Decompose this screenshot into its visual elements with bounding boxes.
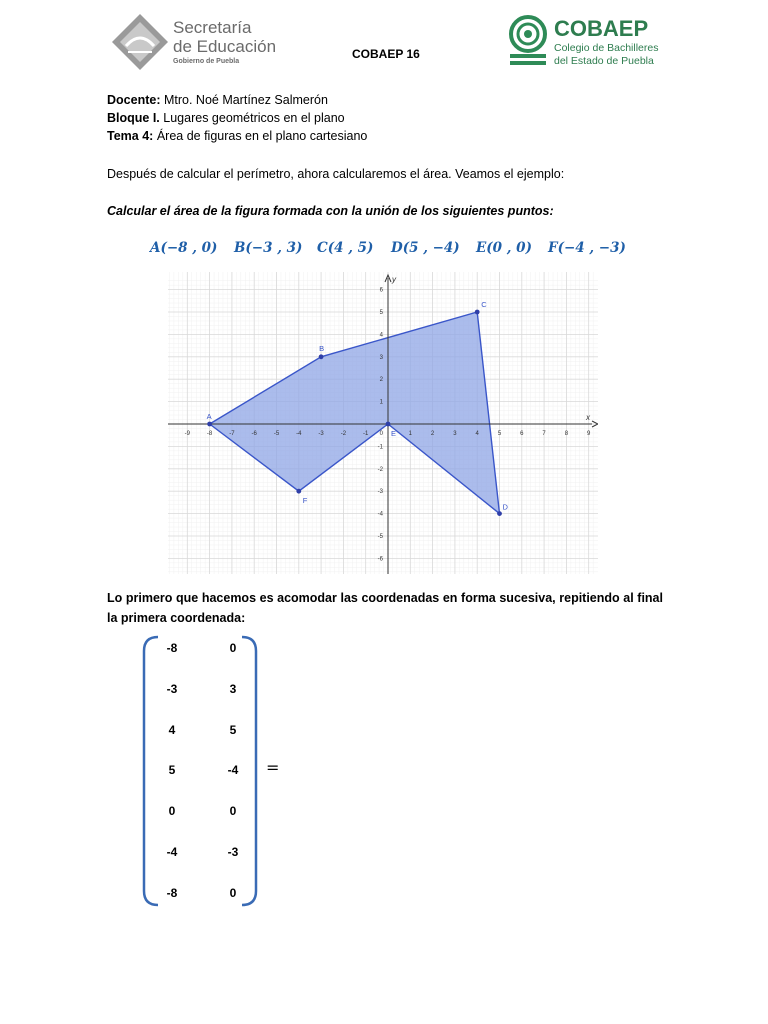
- instruction-paragraph: Lo primero que hacemos es acomodar las coordenadas en forma sucesiva, repitiendo al final la primera coordenada:: [107, 591, 663, 625]
- bloque-label: Bloque I.: [107, 111, 160, 125]
- point-label-d: D: [502, 502, 508, 512]
- y-tick-label: 6: [379, 287, 383, 294]
- coordinate-matrix: [140, 635, 260, 907]
- y-tick-label: -3: [377, 489, 383, 496]
- matrix-cell: 4: [168, 722, 176, 737]
- sep-line1: Secretaría: [173, 18, 252, 37]
- point-e-label: E(0 , 0): [476, 240, 532, 256]
- cartesian-plot: [168, 272, 598, 574]
- point-f-label: F(−4 , −3): [548, 240, 626, 256]
- matrix-cell: -3: [166, 681, 178, 696]
- matrix-cell: 5: [229, 722, 237, 737]
- x-tick-label: -5: [273, 431, 280, 437]
- matrix-cell: -8: [166, 641, 178, 655]
- x-tick-label: 1: [408, 431, 412, 437]
- data-point-a: [207, 422, 212, 427]
- tema-label: Tema 4:: [107, 129, 154, 143]
- y-tick-label: 5: [379, 310, 383, 316]
- y-tick-label: 2: [379, 377, 383, 384]
- sep-line3: Gobierno de Puebla: [173, 58, 240, 65]
- page-header-title: COBAEP 16: [352, 47, 420, 61]
- intro-text: Después de calcular el perímetro, ahora calcularemos el área. Veamos el ejemplo:: [107, 167, 565, 181]
- task-text: Calcular el área de la figura formada con la unión de los siguientes puntos:: [107, 204, 554, 218]
- data-point-c: [475, 310, 480, 315]
- matrix-cell: -8: [166, 885, 178, 900]
- cobaep-logo: [508, 14, 678, 70]
- matrix-cell: 0: [168, 804, 176, 819]
- y-axis-label: y: [392, 275, 396, 284]
- point-d-label: D(5 , −4): [391, 240, 460, 256]
- equals-sign: =: [266, 758, 280, 777]
- point-label-b: B: [319, 343, 325, 353]
- x-tick-label: -2: [340, 431, 347, 437]
- point-label-c: C: [481, 300, 487, 309]
- tema-value: Área de figuras en el plano cartesiano: [156, 129, 368, 143]
- y-tick-label: -6: [377, 556, 383, 563]
- data-point-d: [497, 511, 502, 516]
- docente-line: [107, 93, 328, 107]
- x-tick-label: 9: [587, 431, 591, 437]
- cobaep-line2: del Estado de Puebla: [554, 55, 654, 67]
- x-axis-label: x: [586, 413, 590, 422]
- x-tick-label: -9: [184, 431, 190, 437]
- data-point-b: [319, 354, 324, 359]
- x-tick-label: 6: [520, 431, 524, 437]
- x-tick-label: -6: [251, 431, 257, 437]
- docente-value: Mtro. Noé Martínez Salmerón: [163, 93, 328, 107]
- x-tick-label: 3: [453, 431, 457, 437]
- point-label-a: A: [206, 412, 212, 421]
- x-tick-label: 8: [564, 431, 569, 437]
- point-label-f: F: [302, 496, 308, 506]
- cobaep-emblem-icon: [508, 14, 550, 68]
- y-tick-label: 3: [379, 354, 383, 361]
- x-tick-label: 5: [497, 431, 502, 437]
- cobaep-line1: Colegio de Bachilleres: [554, 42, 659, 54]
- x-tick-label: -3: [318, 431, 324, 437]
- docente-label: Docente:: [107, 93, 161, 107]
- sep-line2: de Educación: [173, 37, 277, 56]
- matrix-cell: 0: [229, 885, 237, 900]
- matrix-cell: 5: [168, 763, 176, 778]
- cobaep-brand: COBAEP: [554, 16, 649, 41]
- point-b-label: B(−3 , 3): [234, 240, 303, 256]
- x-tick-label: -8: [206, 431, 213, 437]
- y-tick-label: -2: [377, 466, 383, 473]
- point-a-label: A(−8 , 0): [150, 240, 218, 256]
- data-point-e: [386, 422, 391, 427]
- matrix-cell: -4: [227, 763, 239, 778]
- y-tick-label: -4: [377, 511, 383, 518]
- bloque-value: Lugares geométricos en el plano: [163, 111, 345, 125]
- matrix-cell: 0: [229, 641, 237, 655]
- x-tick-label: -1: [363, 431, 369, 437]
- bloque-line: [107, 111, 345, 125]
- y-tick-label: 4: [379, 332, 383, 339]
- tema-line: [107, 129, 367, 143]
- x-tick-label: 4: [475, 431, 479, 437]
- data-point-f: [296, 489, 301, 494]
- matrix-cell: 0: [229, 804, 237, 819]
- y-tick-label: -1: [377, 444, 383, 451]
- x-tick-label: -7: [229, 431, 235, 437]
- y-tick-label: -5: [377, 534, 383, 540]
- x-tick-label: -4: [296, 431, 302, 437]
- x-tick-label: 2: [430, 431, 435, 437]
- origin-label: 0: [379, 431, 383, 437]
- point-label-e: E: [391, 429, 397, 438]
- y-tick-label: 1: [379, 399, 383, 406]
- x-tick-label: 7: [542, 431, 546, 437]
- sep-logo: [110, 12, 277, 72]
- matrix-cell: -3: [227, 845, 239, 859]
- matrix-cell: 3: [229, 681, 237, 696]
- point-c-label: C(4 , 5): [317, 240, 374, 256]
- matrix-cell: -4: [166, 845, 178, 859]
